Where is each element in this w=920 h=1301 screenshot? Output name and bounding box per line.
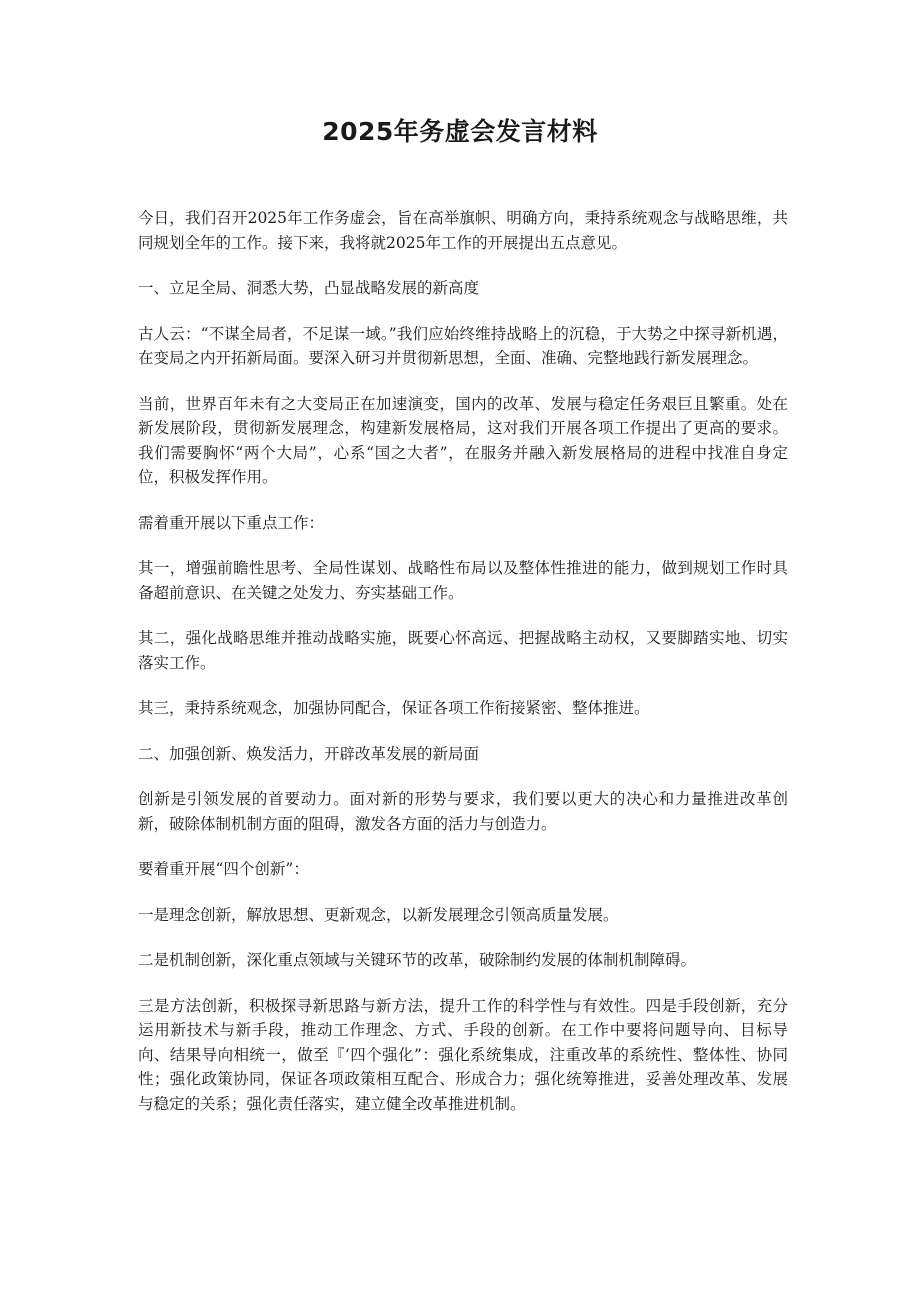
- paragraph: 古人云：“不谋全局者，不足谋一域。”我们应始终维持战略上的沉稳，于大势之中探寻新机遇，在变局之内开拓新局面。要深入研习并贯彻新思想，全面、准确、完整地践行新发展理念。: [138, 324, 788, 367]
- section-heading-2: 二、加强创新、焕发活力，开辟改革发展的新局面: [138, 744, 480, 763]
- list-item: 其三，秉持系统观念，加强协同配合，保证各项工作衔接紧密、整体推进。: [138, 699, 650, 717]
- list-item: 三是方法创新，积极探寻新思路与新方法，提升工作的科学性与有效性。四是手段创新，充分运用新技术与新手段，推动工作理念、方式、手段的创新。在工作中要将问题导向、目标导向、结果导向相统一，做至『‘四个强化”：强化系统集成，注重改革的系统性、整体性、协同性；强化政策协同，保证各项政策相互配合、形成合力；强化统筹推进，妥善处理改革、发展与稳定的关系；强化责任落实，建立健全改革推进机制。: [138, 996, 788, 1113]
- list-item: 一是理念创新，解放思想、更新观念，以新发展理念引领高质量发展。: [138, 905, 619, 924]
- page-title: 2025年务虚会发言材料: [322, 117, 598, 146]
- section-heading-1: 一、立足全局、洞悉大势，凸显战略发展的新高度: [138, 279, 480, 297]
- paragraph: 需着重开展以下重点工作：: [138, 513, 325, 532]
- paragraph: 当前，世界百年未有之大变局正在加速演变，国内的改革、发展与稳定任务艰巨且繁重。处在新发展阶段，贯彻新发展理念，构建新发展格局，这对我们开展各项工作提出了更高的要求。我们需要胸怀“两个大局”，心系“国之大者”，在服务并融入新发展格局的进程中找准自身定位，积极发挥作用。: [138, 394, 788, 486]
- paragraph-intro: 今日，我们召开2025年工作务虚会，旨在高举旗帜、明确方向，秉持系统观念与战略思维，共同规划全年的工作。接下来，我将就2025年工作的开展提出五点意见。: [138, 209, 788, 252]
- list-item: 二是机制创新，深化重点领域与关键环节的改革，破除制约发展的体制机制障碍。: [138, 951, 697, 969]
- paragraph: 要着重开展“四个创新”：: [138, 860, 309, 878]
- document-body: [138, 206, 788, 1137]
- list-item: 其一，增强前瞻性思考、全局性谋划、战略性布局以及整体性推进的能力，做到规划工作时具备超前意识、在关键之处发力、夯实基础工作。: [138, 559, 788, 602]
- paragraph: 创新是引领发展的首要动力。面对新的形势与要求，我们要以更大的决心和力量推进改革创新，破除体制机制方面的阻碍，激发各方面的活力与创造力。: [138, 790, 788, 833]
- list-item: 其二，强化战略思维并推动战略实施，既要心怀高远、把握战略主动权，又要脚踏实地、切实落实工作。: [138, 629, 788, 672]
